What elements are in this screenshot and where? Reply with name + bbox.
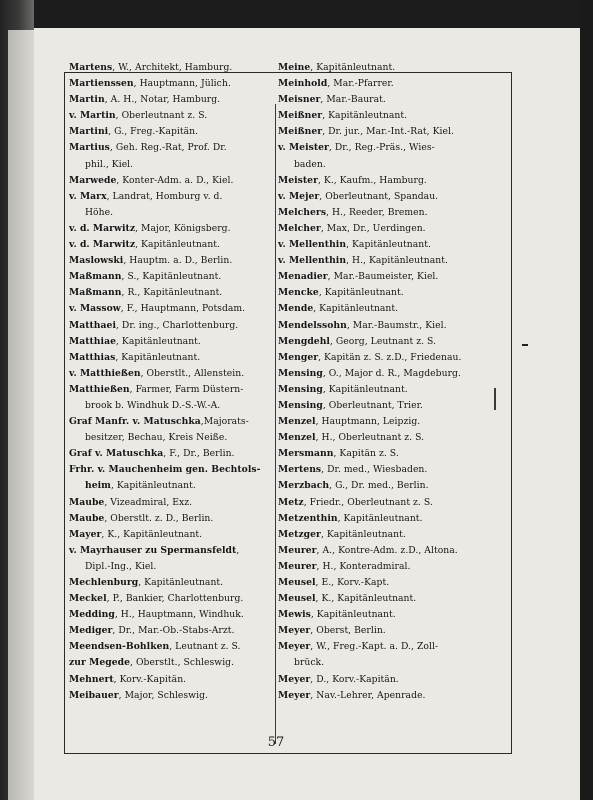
register-entry (278, 398, 488, 414)
register-entry (278, 543, 488, 559)
register-entry (69, 366, 279, 382)
register-entry (278, 221, 488, 237)
entry-name: v. Mellenthin (278, 239, 347, 251)
entry-continuation (69, 205, 279, 221)
entry-name: Meusel (278, 593, 316, 605)
entry-details: , H., Konteradmiral. (316, 560, 411, 572)
entry-continuation (278, 157, 488, 173)
register-entry (278, 189, 488, 205)
register-entry (278, 672, 488, 688)
register-entry (69, 414, 279, 446)
entry-name: Medding (69, 609, 115, 621)
entry-name: Mersmann (278, 448, 334, 460)
entry-name: Meurer (278, 544, 317, 556)
entry-name: v. d. Marwitz (69, 239, 136, 251)
entry-name: v. Marx (69, 190, 107, 202)
entry-continuation-text: phil., Kiel. (85, 158, 134, 170)
entry-details: , A. H., Notar, Hamburg. (104, 94, 221, 106)
register-entry (278, 527, 488, 543)
entry-name: Mensing (278, 367, 323, 379)
entry-name: Meisner (278, 94, 321, 106)
entry-details: , Oberleutnant, Spandau. (319, 190, 439, 202)
entry-name: Meusel (278, 577, 316, 588)
entry-name: Maslowski (69, 255, 124, 267)
entry-name: Melcher (278, 222, 321, 234)
entry-name: v. Mejer (278, 190, 320, 202)
entry-name: Mewis (278, 609, 311, 621)
register-entry (69, 221, 279, 237)
entry-name: Maube (69, 496, 105, 508)
register-entry (69, 511, 279, 527)
register-entry (69, 350, 279, 366)
page-number: 57 (267, 735, 285, 750)
entry-name: Meißner (278, 126, 323, 138)
entry-name: Marwede (69, 174, 117, 186)
entry-name: v. Mayrhauser zu Spermansfeldt (69, 544, 237, 556)
register-entry (69, 189, 279, 221)
register-entry (69, 301, 279, 317)
entry-details: , P., Bankier, Charlottenburg. (106, 593, 244, 605)
register-entry (278, 382, 488, 398)
register-entry (278, 173, 488, 189)
entry-details: , Oberleutnant, Trier. (322, 399, 424, 411)
register-entry (69, 269, 279, 285)
entry-name: Meister (278, 174, 318, 186)
entry-continuation (69, 430, 279, 446)
entry-details: , H., Reeder, Bremen. (326, 206, 428, 218)
entry-details: , Kapitänleutnant. (337, 512, 423, 524)
entry-details: , W., Freg.-Kapt. a. D., Zoll- (310, 641, 439, 653)
register-entry (278, 430, 488, 446)
register-entry (278, 124, 488, 140)
entry-details: , Geh. Reg.-Rat, Prof. Dr. (109, 142, 227, 154)
register-entry (69, 607, 279, 623)
register-entry (278, 495, 488, 511)
entry-name: Meyer (278, 689, 311, 701)
entry-name: Graf v. Matuschka (69, 448, 164, 460)
entry-details: , D., Korv.-Kapitän. (310, 673, 399, 685)
entry-name: Meißner (278, 110, 323, 122)
register-entry (278, 446, 488, 462)
entry-name: Menzel (278, 416, 316, 428)
entry-details: , Oberstlt. z. D., Berlin. (104, 512, 214, 524)
register-entry (69, 92, 279, 108)
entry-continuation (278, 655, 488, 671)
entry-name: Martius (69, 142, 110, 154)
entry-name: Meckel (69, 593, 107, 605)
register-entry (69, 334, 279, 350)
register-entry (69, 285, 279, 301)
entry-details: , H., Hauptmann, Windhuk. (114, 609, 244, 621)
entry-name: Mediger (69, 625, 113, 637)
register-entry (69, 639, 279, 655)
entry-details: , Leutnant z. S. (169, 641, 241, 653)
entry-name: Meibauer (69, 689, 119, 701)
register-entry (69, 591, 279, 607)
entry-details: , R., Kapitänleutnant. (121, 287, 223, 299)
entry-details: , Oberleutnant z. S. (115, 110, 208, 122)
entry-name: Menger (278, 351, 319, 363)
register-entry (278, 237, 488, 253)
entry-name: v. Mellenthin (278, 255, 347, 267)
register-entry (69, 318, 279, 334)
register-entry (278, 334, 488, 350)
entry-name: v. Matthießen (69, 367, 141, 379)
entry-name: Meyer (278, 673, 311, 685)
register-entry (278, 414, 488, 430)
entry-continuation-text: , Kapitänleutnant. (110, 480, 196, 492)
entry-continuation (69, 398, 279, 414)
entry-details: , Dr. ing., Charlottenburg. (115, 319, 239, 331)
entry-details: , Nav.-Lehrer, Apenrade. (310, 689, 426, 701)
entry-name: Meinhold (278, 78, 328, 90)
entry-name: Matthias (69, 351, 116, 363)
register-entry (69, 76, 279, 92)
entry-details: , S., Kapitänleutnant. (121, 271, 222, 283)
entry-details: , Hauptmann, Jülich. (133, 78, 231, 90)
entry-name: Mensing (278, 383, 323, 395)
register-entry (278, 108, 488, 124)
register-entry (69, 382, 279, 414)
entry-details: , Georg, Leutnant z. S. (329, 335, 437, 347)
entry-continuation-text: Dipl.-Ing., Kiel. (85, 560, 157, 572)
register-entry (278, 318, 488, 334)
entry-continuation-text: Höhe. (85, 206, 114, 218)
entry-details: , K., Kaufm., Hamburg. (317, 174, 427, 186)
entry-name: v. Massow (69, 303, 121, 315)
register-entry (69, 495, 279, 511)
register-entry (69, 124, 279, 140)
entry-details: , Kapitänleutnant. (322, 383, 408, 395)
entry-details: , Dr., Reg.-Präs., Wies- (328, 142, 435, 154)
entry-name: zur Megede (69, 657, 130, 669)
register-entry (278, 511, 488, 527)
entry-name: Mechlenburg (69, 577, 139, 588)
entry-details: , Kapitänleutnant. (310, 609, 396, 621)
entry-details: , Major, Königsberg. (135, 222, 231, 234)
register-entry (278, 688, 488, 704)
register-entry (278, 559, 488, 575)
register-entry (69, 173, 279, 189)
entry-details: , F., Dr., Berlin. (163, 448, 235, 460)
book-page (34, 28, 580, 800)
entry-details: , Kapitänleutnant. (115, 351, 201, 363)
register-entry (69, 108, 279, 124)
entry-name: Maßmann (69, 271, 122, 283)
entry-details: , Mar.-Baurat. (320, 94, 386, 106)
entry-details: , Kapitänleutnant. (115, 335, 201, 347)
entry-details: , (236, 544, 240, 556)
entry-details: , Kapitänleutnant. (346, 239, 431, 251)
entry-details: , Kapitänleutnant. (135, 239, 221, 251)
entry-details: , Kapitän z. S. z.D., Friedenau. (318, 351, 462, 363)
entry-details: , K., Kapitänleutnant. (315, 593, 417, 605)
entry-name: Merzbach (278, 480, 330, 492)
register-entry (278, 575, 488, 591)
register-entry (69, 237, 279, 253)
entry-name: Metz (278, 496, 304, 508)
entry-details: , Farmer, Farm Düstern- (129, 383, 244, 395)
register-entry (69, 140, 279, 172)
scan-shadow-right (580, 0, 593, 800)
entry-details: , G., Dr. med., Berlin. (329, 480, 429, 492)
register-entry (278, 301, 488, 317)
entry-details: , Konter-Adm. a. D., Kiel. (116, 174, 234, 186)
entry-details: , Major, Schleswig. (118, 689, 208, 701)
margin-tick (494, 388, 496, 410)
entry-details: , H., Oberleutnant z. S. (315, 432, 425, 444)
entry-name: Mayer (69, 528, 102, 540)
register-entry (278, 607, 488, 623)
entry-details: , Korv.-Kapitän. (113, 673, 187, 685)
entry-details: , Friedr., Oberleutnant z. S. (303, 496, 433, 508)
entry-continuation-text: brook b. Windhuk D.-S.-W.-A. (85, 399, 221, 411)
register-entry (278, 478, 488, 494)
register-entry (69, 688, 279, 704)
entry-name-continuation: heim (85, 480, 111, 492)
left-column (69, 60, 279, 704)
entry-details: , Dr. med., Wiesbaden. (321, 464, 428, 476)
entry-details: , Mar.-Pfarrer. (327, 78, 394, 90)
register-entry (278, 623, 488, 639)
entry-name: v. Meister (278, 142, 329, 154)
entry-details: , Max, Dr., Uerdingen. (320, 222, 426, 234)
entry-name: Matthießen (69, 383, 130, 395)
entry-name: Meendsen-Bohlken (69, 641, 170, 653)
entry-details: , Hauptmann, Leipzig. (315, 416, 421, 428)
entry-details: , Kapitänleutnant. (313, 303, 399, 315)
register-entry (278, 253, 488, 269)
entry-name: Graf Manfr. v. Matuschka (69, 416, 201, 428)
entry-name: Mencke (278, 287, 319, 299)
entry-name: Martin (69, 94, 105, 106)
entry-continuation (69, 559, 279, 575)
entry-name: Matthaei (69, 319, 116, 331)
entry-name: Mengdehl (278, 335, 330, 347)
register-entry (278, 591, 488, 607)
entry-name: Metzenthin (278, 512, 338, 524)
register-entry (69, 253, 279, 269)
entry-name: Melchers (278, 206, 327, 218)
entry-details: , Oberstlt., Schleswig. (130, 657, 235, 669)
register-entry (69, 462, 279, 494)
entry-details: , Dr. jur., Mar.-Int.-Rat, Kiel. (322, 126, 454, 138)
entry-details: , W., Architekt, Hamburg. (112, 62, 233, 73)
entry-name: Matthiae (69, 335, 116, 347)
margin-mark (522, 344, 528, 346)
entry-continuation (69, 157, 279, 173)
entry-details: , F., Hauptmann, Potsdam. (120, 303, 246, 315)
entry-continuation-text: baden. (294, 158, 326, 170)
entry-details: ,Majorats- (200, 416, 249, 428)
register-entry (69, 60, 279, 76)
entry-details: , Oberst, Berlin. (310, 625, 386, 637)
entry-continuation-text: brück. (294, 657, 325, 669)
register-entry (278, 60, 488, 76)
register-entry (278, 462, 488, 478)
register-entry (69, 446, 279, 462)
entry-name: Meyer (278, 625, 311, 637)
entry-details: , O., Major d. R., Magdeburg. (322, 367, 461, 379)
entry-name: Metzger (278, 528, 321, 540)
entry-name: Meurer (278, 560, 317, 572)
register-entry (278, 350, 488, 366)
entry-name: Mende (278, 303, 314, 315)
register-entry (69, 527, 279, 543)
register-entry (278, 285, 488, 301)
register-entry (69, 575, 279, 591)
entry-details: , G., Freg.-Kapitän. (108, 126, 199, 138)
right-column (278, 60, 488, 704)
entry-name: Maube (69, 512, 105, 524)
entry-details: , Hauptm. a. D., Berlin. (123, 255, 233, 267)
register-entry (278, 639, 488, 671)
register-entry (69, 672, 279, 688)
register-entry (278, 140, 488, 172)
entry-details: , Mar.-Baumeister, Kiel. (327, 271, 439, 283)
entry-name: Martienssen (69, 78, 134, 90)
entry-details: , Oberstlt., Allenstein. (140, 367, 245, 379)
entry-details: , Vizeadmiral, Exz. (104, 496, 193, 508)
entry-continuation-text: besitzer, Bechau, Kreis Neiße. (85, 432, 228, 444)
entry-details: , Kapitänleutnant. (322, 110, 408, 122)
entry-name: Frhr. v. Mauchenheim gen. Bechtols- (69, 464, 261, 476)
register-entry (278, 92, 488, 108)
entry-details: , Kapitän z. S. (333, 448, 399, 460)
entry-details: , Dr., Mar.-Ob.-Stabs-Arzt. (112, 625, 235, 637)
entry-name: Meyer (278, 641, 311, 653)
register-entry (278, 205, 488, 221)
register-entry (69, 655, 279, 671)
entry-name: v. d. Marwitz (69, 222, 136, 234)
entry-details: , Landrat, Homburg v. d. (106, 190, 223, 202)
entry-name: Maßmann (69, 287, 122, 299)
entry-details: , K., Kapitänleutnant. (101, 528, 203, 540)
entry-details: , Kapitänleutnant. (318, 287, 404, 299)
entry-name: Mensing (278, 399, 323, 411)
entry-name: Mertens (278, 464, 322, 476)
entry-details: , E., Korv.-Kapt. (315, 577, 390, 588)
entry-name: Mendelssohn (278, 319, 347, 331)
entry-details: , Kapitänleutnant. (320, 528, 406, 540)
entry-name: Menadier (278, 271, 328, 283)
register-entry (69, 623, 279, 639)
entry-details: , Kapitänleutnant. (310, 62, 396, 73)
register-entry (278, 269, 488, 285)
entry-name: v. Martin (69, 110, 116, 122)
entry-details: , Kapitänleutnant. (138, 577, 224, 588)
register-entry (278, 366, 488, 382)
entry-name: Martens (69, 62, 113, 73)
entry-details: , H., Kapitänleutnant. (346, 255, 448, 267)
entry-continuation (69, 478, 279, 494)
previous-page-edge (8, 30, 36, 800)
entry-name: Menzel (278, 432, 316, 444)
entry-name: Meine (278, 62, 311, 73)
entry-name: Mehnert (69, 673, 114, 685)
entry-details: , A., Kontre-Adm. z.D., Altona. (316, 544, 458, 556)
register-entry (69, 543, 279, 575)
entry-details: , Mar.-Baumstr., Kiel. (346, 319, 447, 331)
entry-name: Martini (69, 126, 109, 138)
register-entry (278, 76, 488, 92)
